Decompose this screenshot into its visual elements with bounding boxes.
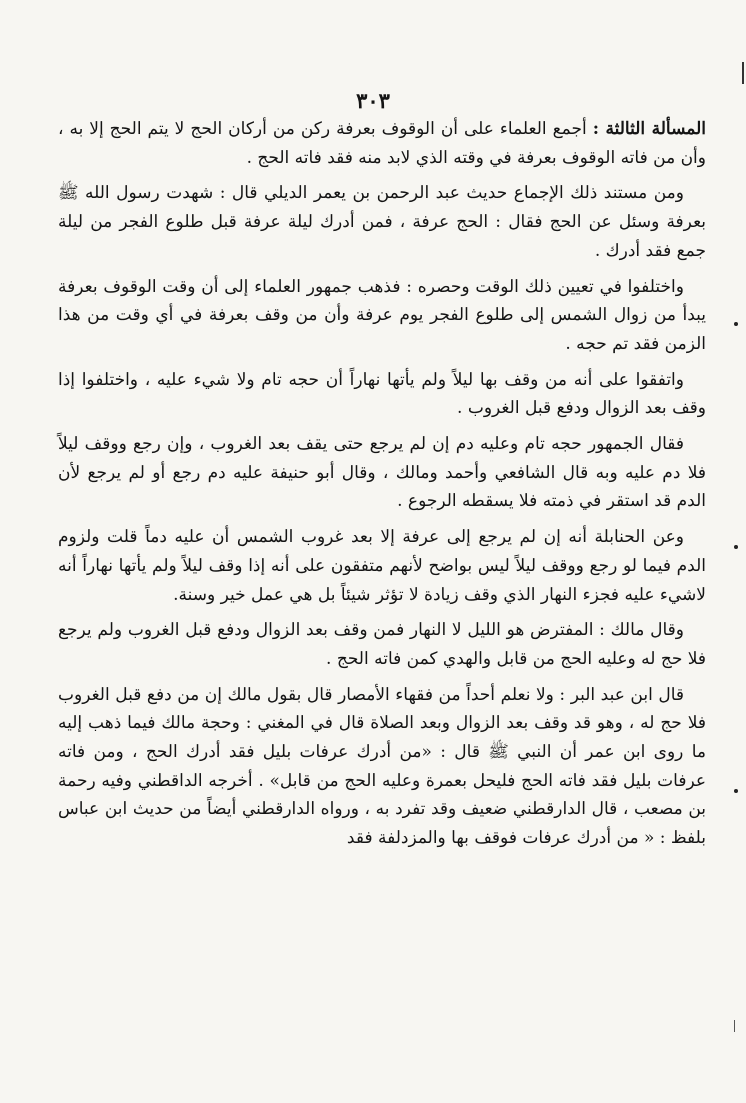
paragraph-5: فقال الجمهور حجه تام وعليه دم إن لم يرجع حتى يقف بعد الغروب ، وإن رجع ووقف ليلاً فلا دم عليه وبه قال الشافعي وأحمد ومالك ، وقال أبو حنيفة عليه دم رجع أو لم يرجع لأن الدم قد استقر في ذمته فلا يسقطه الرجوع . xyxy=(58,434,706,512)
paragraph-2: ومن مستند ذلك الإجماع حديث عبد الرحمن بن يعمر الديلي قال : شهدت رسول الله ﷺ بعرفة وسئل عن الحج فقال : الحج عرفة ، فمن أدرك ليلة عرفة قبل طلوع الفجر من ليلة جمع فقد أدرك . xyxy=(58,183,706,261)
margin-dot xyxy=(734,545,738,549)
page-number: ٣٠٣ xyxy=(356,88,390,113)
scan-mark xyxy=(734,1020,735,1032)
margin-dot xyxy=(734,322,738,326)
body-text xyxy=(58,115,706,860)
section-heading: المسألة الثالثة : xyxy=(592,119,707,139)
margin-tick xyxy=(742,62,744,84)
paragraph-1-text: أجمع العلماء على أن الوقوف بعرفة ركن من أركان الحج لا يتم الحج إلا به ، وأن من فاته الوقوف بعرفة في وقته الذي لابد منه فقد فاته الحج . xyxy=(58,119,706,168)
paragraph-3: واختلفوا في تعيين ذلك الوقت وحصره : فذهب جمهور العلماء إلى أن وقت الوقوف بعرفة يبدأ من زوال الشمس إلى طلوع الفجر يوم عرفة وأن من وقف بعرفة في أي وقت من هذا الزمن فقد تم حجه . xyxy=(58,276,706,354)
paragraph-7: وقال مالك : المفترض هو الليل لا النهار فمن وقف بعد الزوال ودفع قبل الغروب ولم يرجع فلا حج له وعليه الحج من قابل والهدي كمن فاته الحج . xyxy=(58,620,706,669)
paragraph-8: قال ابن عبد البر : ولا نعلم أحداً من فقهاء الأمصار قال بقول مالك إن من دفع قبل الغروب فلا حج له ، وهو قد وقف بعد الزوال وبعد الصلاة قال في المغني : وحجة مالك فيما ذهب إليه ما روى ابن عمر أن النبي ﷺ قال : «من أدرك عرفات بليل فقد أدرك الحج ، ومن فاته عرفات بليل فقد فاته الحج فليحل بعمرة وعليه الحج من قابل» . أخرجه الداقطني وفيه رحمة بن مصعب ، قال الدارقطني ضعيف وقد تفرد به ، ورواه الدارقطني أيضاً من حديث ابن عباس بلفظ : « من أدرك عرفات فوقف بها والمزدلفة فقد xyxy=(58,684,706,849)
paragraph-6: وعن الحنابلة أنه إن لم يرجع إلى عرفة إلا بعد غروب الشمس أن عليه دماً قلت ولزوم الدم فيما لو رجع ووقف ليلاً ليس بواضح لأنهم متفقون على أنه إذا وقف ليلاً ولم يأتها نهاراً أنه لاشيء عليه فجزء النهار الذي وقف زيادة لا تؤثر شيئاً بل هي عمل خير وسنة. xyxy=(58,527,706,605)
paragraph-4: واتفقوا على أنه من وقف بها ليلاً ولم يأتها نهاراً أن حجه تام ولا شيء عليه ، واختلفوا إذا وقف بعد الزوال ودفع قبل الغروب . xyxy=(58,369,706,419)
paragraph-1 xyxy=(58,115,706,172)
margin-dot xyxy=(734,789,738,793)
